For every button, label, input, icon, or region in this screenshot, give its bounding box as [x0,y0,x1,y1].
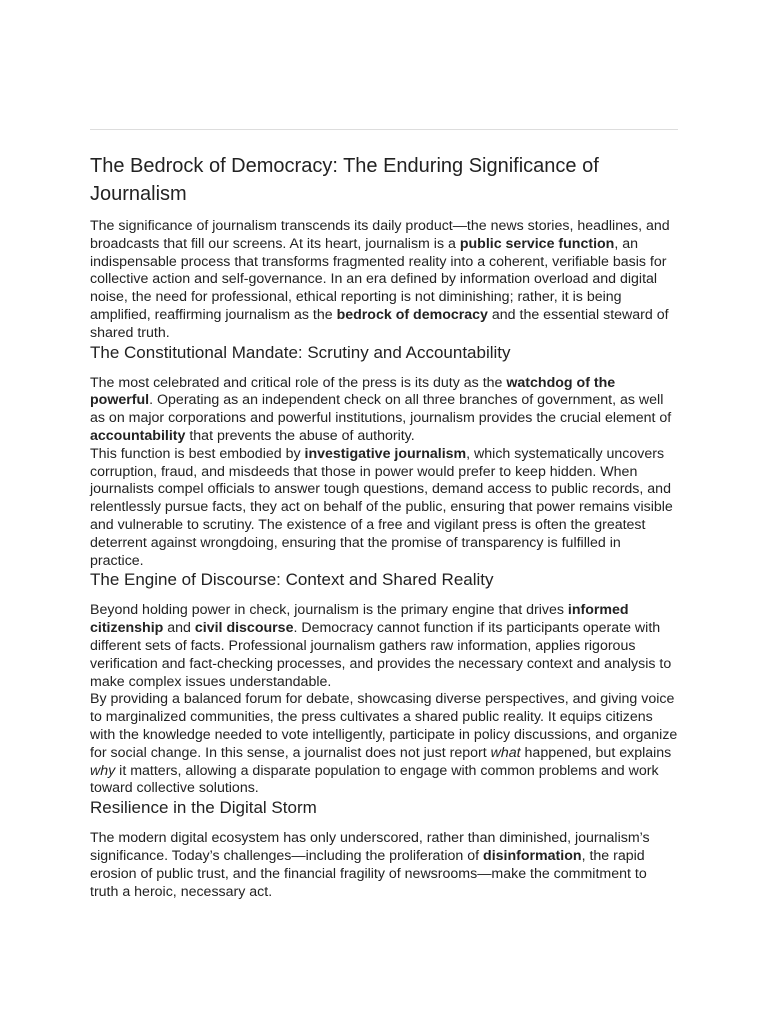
horizontal-divider [90,129,678,130]
section-3-paragraph-1 [90,830,678,901]
text-run: , the rapid erosion of public trust, and the financial fragility of newsrooms—make the commitment to truth a heroic, necessary act. [90,847,647,900]
italic-phrase: why [90,762,116,779]
article-body [90,152,678,901]
bold-phrase: civil discourse [194,620,294,637]
text-run: . Democracy cannot function if its participants operate with different sets of facts. Professional journalism gathers raw information, applies rigorous verification and fact-checking processes, and provides the necessary context and analysis to make complex issues understandable. [90,620,672,690]
text-run: that prevents the abuse of authority. [185,427,415,444]
section-1-paragraph-2 [90,446,678,571]
text-run: , which systematically uncovers corruption, fraud, and misdeeds that those in power would prefer to keep hidden. When journalists compel officials to answer tough questions, demand access to public records, and relentlessly pursue facts, they act on behalf of the public, ensuring that power remains visible and vulnerable to scrutiny. The existence of a free and vigilant press is often the greatest deterrent against wrongdoing, ensuring that the promise of transparency is fulfilled in practice. [90,445,673,569]
section-heading-accountability: The Constitutional Mandate: Scrutiny and Accountability [90,342,511,362]
article-title: The Bedrock of Democracy: The Enduring Significance of Journalism [90,155,599,205]
section-1-paragraph-1 [90,375,678,446]
italic-phrase: what [490,744,521,761]
bold-phrase: public service function [459,235,615,252]
section-2-paragraph-2 [90,691,678,798]
bold-phrase: bedrock of democracy [336,306,488,323]
text-run: This function is best embodied by [90,445,305,462]
intro-paragraph [90,218,678,343]
text-run: , an indispensable process that transforms fragmented reality into a coherent, verifiable basis for collective action and self-governance. In an era defined by information overload and digital noise, the need for professional, ethical reporting is not diminishing; rather, it is being amplified, reaffirming journalism as the [90,235,667,323]
text-run: happened, but explains [520,744,672,761]
bold-phrase: informed citizenship [90,602,629,637]
text-run: The most celebrated and critical role of the press is its duty as the [90,374,507,391]
bold-phrase: accountability [90,427,186,444]
section-2-paragraph-1 [90,602,678,691]
text-run: and the essential steward of shared truth. [90,306,669,341]
text-run: and [163,620,195,637]
text-run: . Operating as an independent check on all three branches of government, as well as on major corporations and powerful institutions, journalism provides the crucial element of [90,392,672,427]
text-run: By providing a balanced forum for debate, showcasing diverse perspectives, and giving voice to marginalized communities, the press cultivates a shared public reality. It equips citizens with the knowledge needed to vote intelligently, participate in policy discussions, and organize for social change. In this sense, a journalist does not just report [90,691,678,761]
bold-phrase: investigative journalism [304,445,467,462]
text-run: it matters, allowing a disparate population to engage with common problems and work toward collective solutions. [90,762,659,797]
bold-phrase: disinformation [483,847,582,864]
text-run: Beyond holding power in check, journalism is the primary engine that drives [90,602,568,619]
text-run: The modern digital ecosystem has only underscored, rather than diminished, journalism’s significance. Today’s challenges—including the proliferation of [90,830,650,864]
section-heading-resilience: Resilience in the Digital Storm [90,798,317,818]
bold-phrase: watchdog of the powerful [90,374,616,409]
text-run: The significance of journalism transcends its daily product—the news stories, headlines, and broadcasts that fill our screens. At its heart, journalism is a [90,218,670,252]
section-heading-discourse: The Engine of Discourse: Context and Shared Reality [90,570,494,590]
